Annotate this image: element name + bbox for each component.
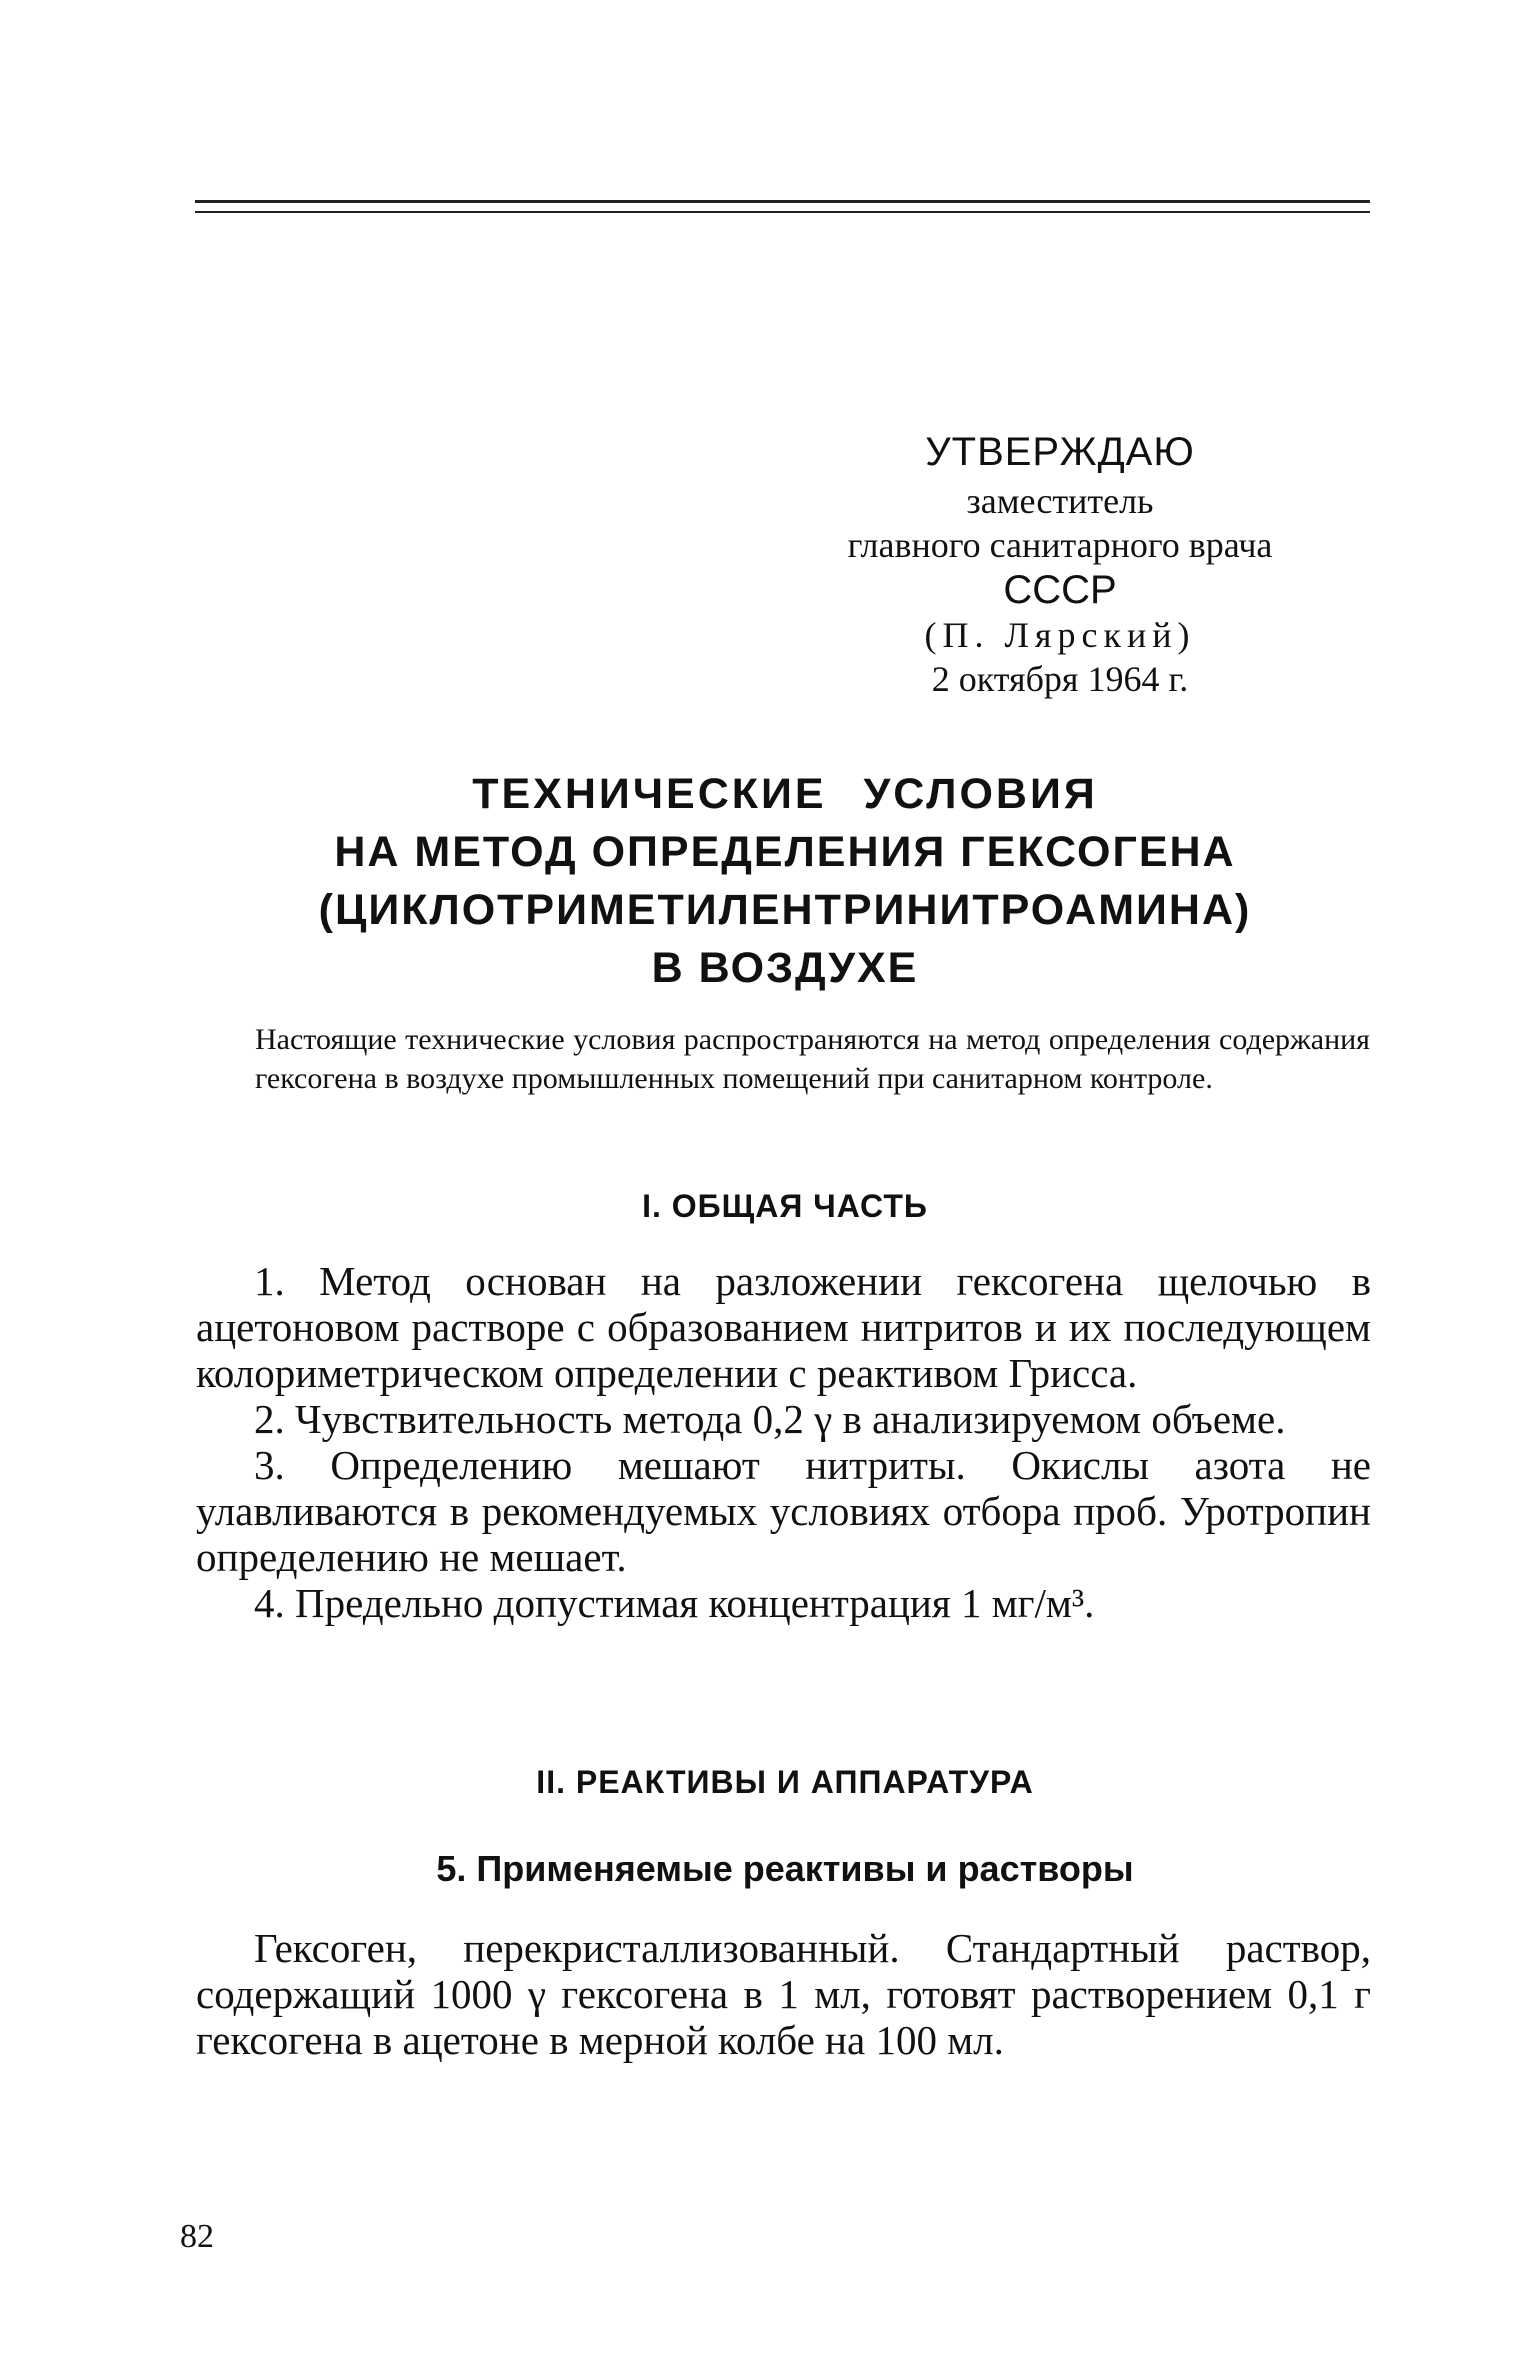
document-title [200, 765, 1370, 997]
title-line-4: В ВОЗДУХЕ [651, 944, 919, 992]
paragraph-5: Гексоген, перекристаллизованный. Стандартный раствор, содержащий 1000 γ гексогена в 1 мл, готовят растворением 0,1 г гексогена в ацетоне в мерной колбе на 100 мл. [196, 1925, 1371, 2063]
section-general-body [196, 1258, 1371, 1626]
intro-paragraph: Настоящие технические условия распространяются на метод определения содержания гексогена в воздухе промышленных помещений при санитарном контроле. [255, 1023, 1370, 1095]
paragraph-3: 3. Определению мешают нитриты. Окислы азота не улавливаются в рекомендуемых условиях отбора проб. Уротропин определению не мешает. [196, 1442, 1371, 1580]
subsection-heading-reagents: 5. Применяемые реактивы и растворы [436, 1848, 1134, 1889]
approval-signatory: (П. Лярский) [924, 615, 1196, 655]
approval-date: 2 октября 1964 г. [931, 659, 1189, 699]
section-reagents-body [196, 1925, 1371, 2063]
paragraph-4: 4. Предельно допустимая концентрация 1 мг/м³. [254, 1580, 1095, 1626]
header-rule-thin [195, 211, 1370, 213]
approval-title: УТВЕРЖДАЮ [925, 430, 1195, 474]
paragraph-1: 1. Метод основан на разложении гексогена щелочью в ацетоновом растворе с образованием нитритов и их последующем колориметрическом определении с реактивом Грисса. [196, 1258, 1371, 1396]
title-line-2: НА МЕТОД ОПРЕДЕЛЕНИЯ ГЕКСОГЕНА [334, 828, 1236, 876]
approval-country: СССР [1003, 568, 1117, 612]
title-line-3: (ЦИКЛОТРИМЕТИЛЕНТРИНИТРОАМИНА) [318, 886, 1252, 934]
section-heading-reagents: II. РЕАКТИВЫ И АППАРАТУРА [536, 1764, 1034, 1800]
title-line-1: ТЕХНИЧЕСКИЕ УСЛОВИЯ [472, 770, 1098, 818]
section-heading-general: I. ОБЩАЯ ЧАСТЬ [642, 1188, 928, 1224]
header-rule-thick [195, 200, 1370, 203]
page-number: 82 [180, 2218, 214, 2255]
approval-position-cont: главного санитарного врача [847, 525, 1273, 565]
approval-block [780, 425, 1340, 701]
approval-position: заместитель [966, 481, 1154, 521]
paragraph-2: 2. Чувствительность метода 0,2 γ в анализируемом объеме. [254, 1396, 1286, 1442]
